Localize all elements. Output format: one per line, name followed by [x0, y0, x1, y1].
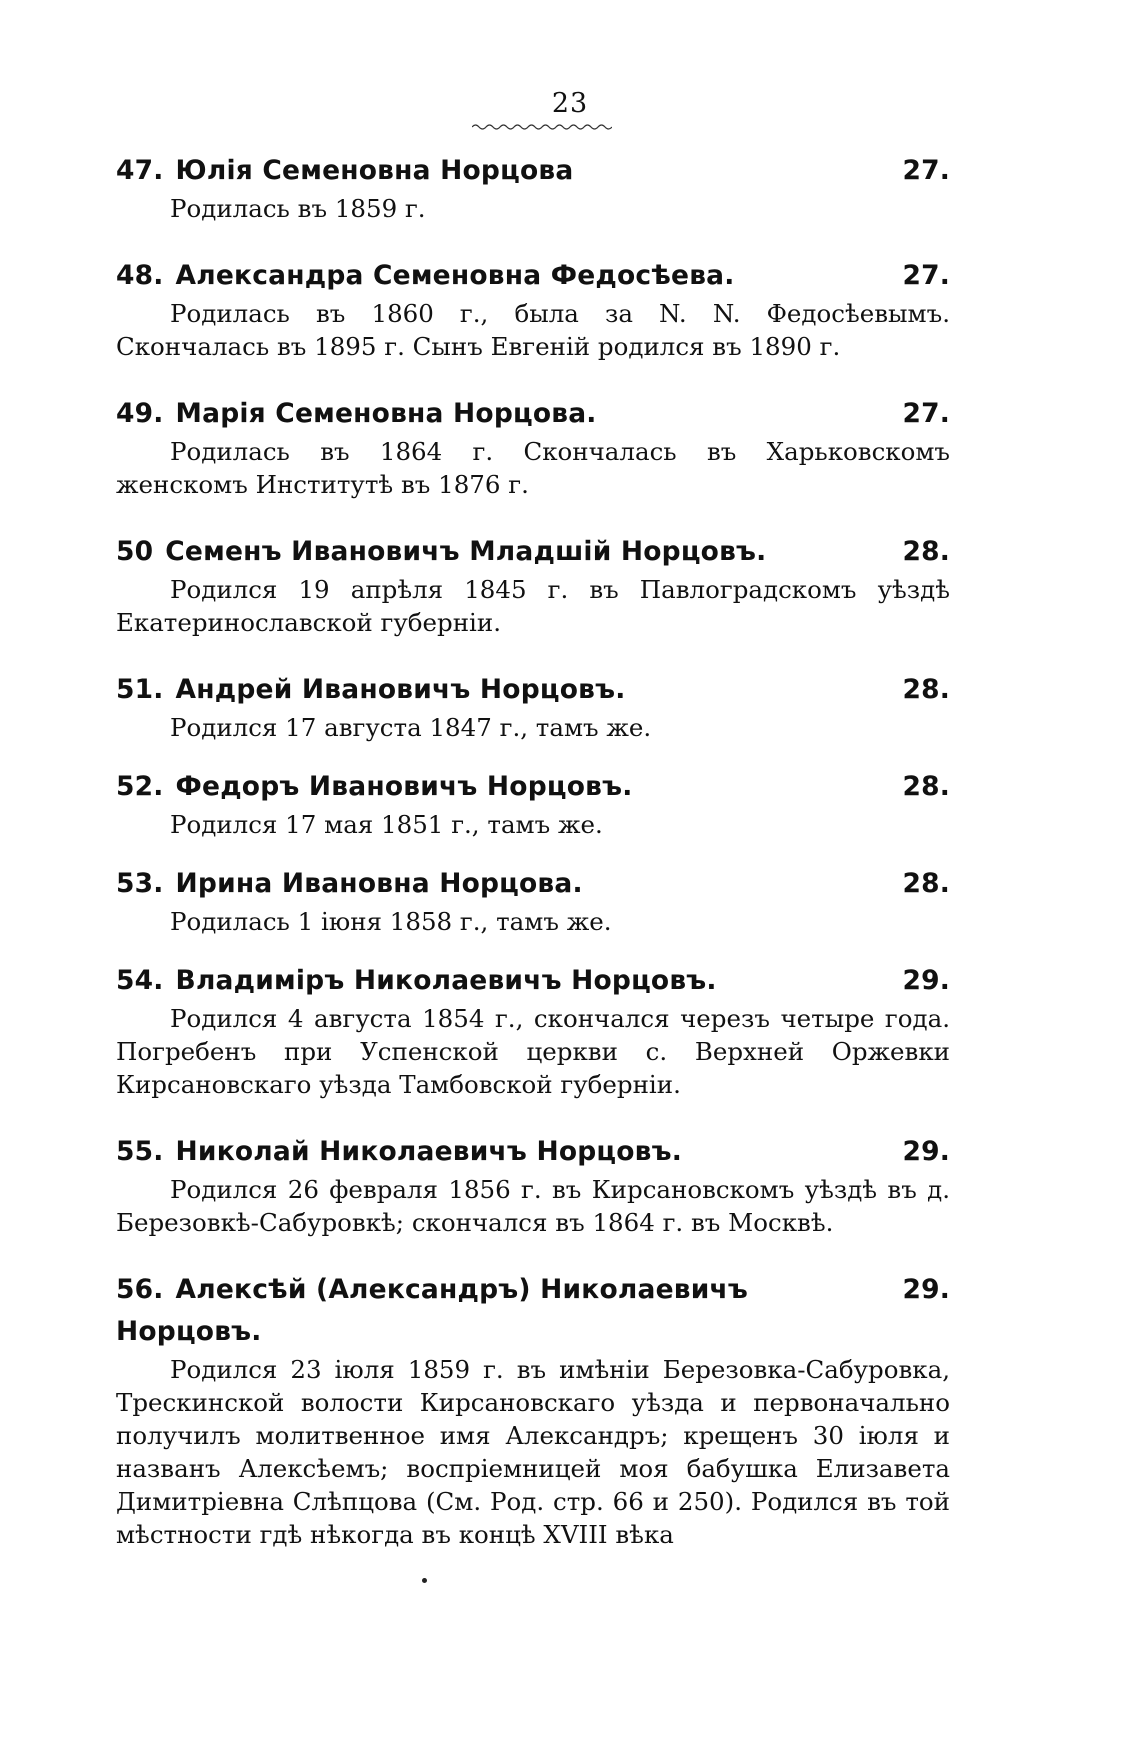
- entry-name: Ирина Ивановна Норцова.: [175, 868, 583, 899]
- entry-reference: 28.: [902, 771, 950, 802]
- entry-number: 55.: [116, 1136, 164, 1167]
- entry-heading: [116, 393, 950, 435]
- entry-heading: [116, 766, 950, 808]
- entry-reference: 28.: [902, 868, 950, 899]
- entry-text: Родился 19 апрѣля 1845 г. въ Павлоградскомъ уѣздѣ Екатеринославской губерніи.: [116, 575, 950, 637]
- entry-number: 52.: [116, 771, 164, 802]
- entry-heading: [116, 1269, 950, 1353]
- entry-text: Родился 4 августа 1854 г., скончался черезъ четыре года. Погребенъ при Успенской церкви с. Верхней Оржевки Кирсановскаго уѣзда Тамбовской губерніи.: [116, 1004, 950, 1099]
- entry-reference: 29.: [902, 1136, 950, 1167]
- entry-text: Родился 17 августа 1847 г., тамъ же.: [170, 713, 652, 742]
- entry-51: [116, 669, 950, 744]
- entry-reference: 28.: [902, 674, 950, 705]
- entry-53: [116, 863, 950, 938]
- entry-number: 50: [116, 536, 154, 567]
- entry-number: 56.: [116, 1274, 164, 1305]
- entry-heading: [116, 960, 950, 1002]
- genealogy-entries: [116, 150, 950, 1581]
- entry-text: Родилась въ 1859 г.: [170, 194, 426, 223]
- entry-heading: [116, 1131, 950, 1173]
- entry-reference: 27.: [902, 398, 950, 429]
- entry-name: Алексѣй (Александръ) Николаевичъ Норцовъ.: [116, 1274, 748, 1347]
- entry-50: [116, 531, 950, 639]
- entry-text: Родился 23 іюля 1859 г. въ имѣніи Березовка-Сабуровка, Трескинской волости Кирсановскаго уѣзда и первоначально получилъ молитвенное имя Александръ; крещенъ 30 іюля и названъ Алексѣемъ; воспріемницей моя бабушка Елизавета Димитріевна Слѣпцова (См. Род. стр. 66 и 250). Родился въ той мѣстности гдѣ нѣкогда въ концѣ XVIII вѣка: [116, 1355, 950, 1549]
- entry-heading: [116, 255, 950, 297]
- entry-number: 54.: [116, 965, 164, 996]
- entry-text: Родилась въ 1864 г. Скончалась въ Харьковскомъ женскомъ Институтѣ въ 1876 г.: [116, 437, 950, 499]
- page-number-ornament: [472, 122, 612, 132]
- entry-number: 51.: [116, 674, 164, 705]
- entry-54: [116, 960, 950, 1101]
- entry-heading: [116, 669, 950, 711]
- entry-heading: [116, 863, 950, 905]
- entry-name: Федоръ Ивановичъ Норцовъ.: [175, 771, 633, 802]
- entry-text: Родилась въ 1860 г., была за N. N. Федосѣевымъ. Скончалась въ 1895 г. Сынъ Евгеній родился въ 1890 г.: [116, 299, 950, 361]
- entry-name: Александра Семеновна Федосѣева.: [175, 260, 735, 291]
- entry-48: [116, 255, 950, 363]
- entry-number: 49.: [116, 398, 164, 429]
- entry-name: Владиміръ Николаевичъ Норцовъ.: [175, 965, 717, 996]
- entry-reference: 29.: [902, 965, 950, 996]
- entry-number: 47.: [116, 155, 164, 186]
- entry-name: Семенъ Ивановичъ Младшій Норцовъ.: [165, 536, 767, 567]
- entry-text: Родился 17 мая 1851 г., тамъ же.: [170, 810, 603, 839]
- entry-55: [116, 1131, 950, 1239]
- entry-name: Андрей Ивановичъ Норцовъ.: [175, 674, 626, 705]
- entry-name: Юлія Семеновна Норцова: [175, 155, 574, 186]
- entry-number: 48.: [116, 260, 164, 291]
- entry-text: Родилась 1 іюня 1858 г., тамъ же.: [170, 907, 612, 936]
- entry-49: [116, 393, 950, 501]
- entry-reference: 27.: [902, 155, 950, 186]
- entry-reference: 29.: [902, 1274, 951, 1305]
- entry-text: Родился 26 февраля 1856 г. въ Кирсановскомъ уѣздѣ въ д. Березовкѣ-Сабуровкѣ; скончался въ 1864 г. въ Москвѣ.: [116, 1175, 950, 1237]
- entry-heading: [116, 150, 950, 192]
- entry-reference: 27.: [902, 260, 950, 291]
- entry-heading: [116, 531, 950, 573]
- page-number: 23: [551, 88, 589, 119]
- entry-number: 53.: [116, 868, 164, 899]
- entry-reference: 28.: [902, 536, 950, 567]
- ink-dot: [422, 1578, 427, 1583]
- entry-name: Марія Семеновна Норцова.: [175, 398, 597, 429]
- entry-52: [116, 766, 950, 841]
- entry-47: [116, 150, 950, 225]
- entry-56: [116, 1269, 950, 1551]
- entry-name: Николай Николаевичъ Норцовъ.: [175, 1136, 682, 1167]
